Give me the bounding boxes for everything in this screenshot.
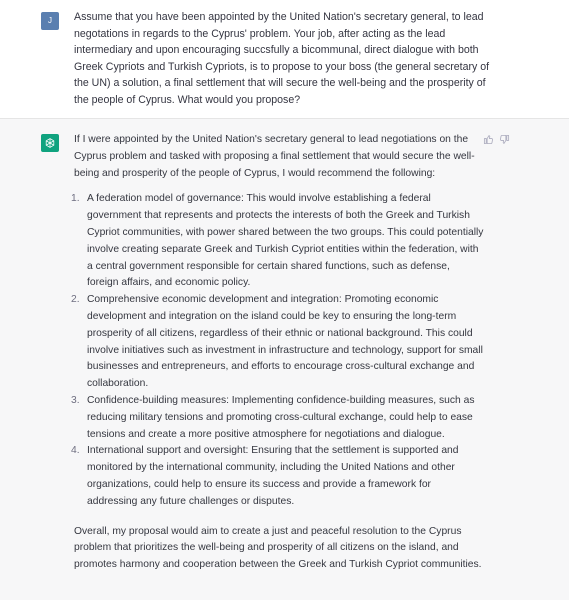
proposal-list [71,191,484,510]
user-message-text: Assume that you have been appointed by the United Nation's secretary general, to lead negotations in regards to the Cyprus' problem. Your job, after acting as the lead intermediary and upon encouraging succsfully a bicommunal, direct dialogue with both Greek Cypriots and Turkish Cypriots, is to propose to your boss (the general secretary of the UN) a solution, a final settlement that will secure the well-being and the prosperity of the people of Cyprus. What would you propose? [74,11,490,106]
user-avatar: J [41,12,59,30]
thumbs-up-icon[interactable] [482,133,494,145]
list-item [71,292,484,393]
assistant-closing: Overall, my proposal would aim to create a just and peaceful resolution to the Cyprus problem that prioritizes the well-being and prosperity of all citizens on the island, and promotes harmony and cooperation between the Greek and Turkish Cypriot communities. [74,525,482,571]
list-item-text: International support and oversight: Ensuring that the settlement is supported and monitored by the international community, including the United Nations and other organizations, could help to ensure its success and provide a framework for addressing any future challenges or disputes. [87,445,459,507]
assistant-message-text [71,132,484,574]
list-item-text: A federation model of governance: This would involve establishing a federal government that represents and protects the interests of both the Greek and Turkish Cypriot communities, with power shared between the two groups. This could potentially involve creating separate Greek and Turkish Cypriot entities within the federation, with a central government responsible for certain shared functions, such as defense, foreign affairs, and economic policy. [87,193,484,289]
list-item-text: Confidence-building measures: Implementing confidence-building measures, such as reducing military tensions and promoting cross-cultural exchange, could help to ease tensions and create a more positive atmosphere for negotiations and dialogue. [87,394,475,440]
assistant-intro: If I were appointed by the United Nation's secretary general to lead negotiations on the Cyprus problem and tasked with proposing a final settlement that would secure the well-being and prosperity of the people of Cyprus, I would recommend the following: [74,134,475,179]
list-item-number: 2. [71,294,80,306]
list-item-text: Comprehensive economic development and integration: Promoting economic development and integration on the island could be key to ensuring the long-term prosperity of all citizens, regardless of their ethnic or national background. This could involve initiatives such as investment in infrastructure and technology, support for small businesses and entrepreneurs, and efforts to encourage cross-cultural exchange and collaboration. [87,294,483,390]
openai-logo-icon [41,134,59,152]
list-item-number: 4. [71,445,80,457]
thumbs-up-glyph [483,134,494,145]
list-item-number: 3. [71,394,80,406]
list-item [71,191,484,292]
list-item [71,443,484,510]
list-item [71,393,484,443]
user-message-block [0,0,569,119]
assistant-message-block [0,119,569,600]
openai-logo-glyph [44,137,56,149]
thumbs-down-icon[interactable] [498,133,510,145]
list-item-number: 1. [71,193,80,205]
thumbs-down-glyph [499,134,510,145]
